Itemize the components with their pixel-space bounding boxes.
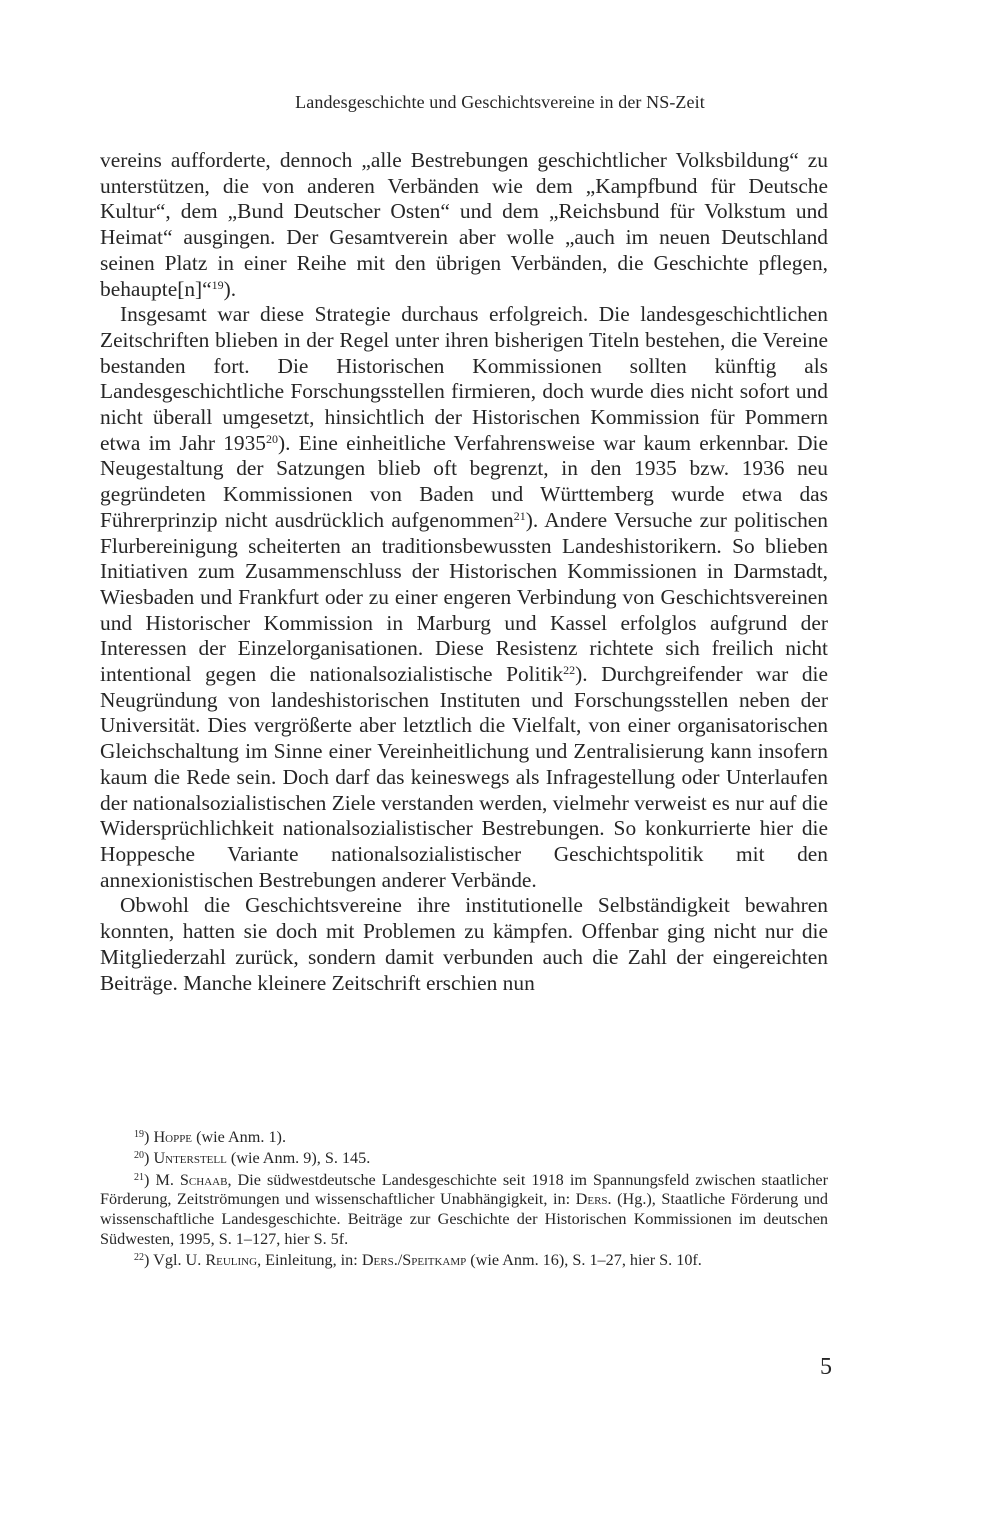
footnote-ref-20: 20 xyxy=(266,431,278,446)
footnote-author: Hoppe xyxy=(153,1128,193,1146)
footnote-ref-21: 21 xyxy=(513,508,526,523)
footnote-22 xyxy=(100,1251,828,1271)
footnote-ref-22: 22 xyxy=(563,663,576,678)
footnotes xyxy=(100,1128,828,1273)
paragraph xyxy=(100,302,828,893)
text-run: ). Eine einheitliche Verfahrensweise war kaum erkennbar. Die Neugestaltung der Satzungen blieb oft begrenzt, in den 1935 bzw. 1936 neu gegründeten Kommissionen von Baden und Württemberg wurde etwa das Führerprinzip nicht ausdrücklich aufgenommen xyxy=(100,430,828,532)
footnote-author: Schaab xyxy=(179,1170,228,1189)
footnote-text: (wie Anm. 9), S. 145. xyxy=(226,1149,371,1168)
text-run: Insgesamt war diese Strategie durchaus erfolgreich. Die landesgeschichtlichen Zeitschriften blieben in der Regel unter ihren bisherigen Titeln bestehen, die Vereine bestanden fort. Die Historischen Kommissionen sollten künftig als Landesgeschichtliche Forschungsstellen firmieren, doch wurde dies nicht sofort und nicht überall umgesetzt, hinsichtlich der Historischen Kommission für Pommern etwa im Jahr 1935 xyxy=(100,302,828,455)
paragraph-continued xyxy=(100,148,828,302)
footnote-number: $^{21}$) xyxy=(134,1170,150,1189)
footnote-text: , Die südwestdeutsche Landesgeschichte seit 1918 im Spannungsfeld zwischen staatlicher Förderung, Zeitströmungen und wissenschaftlicher Unabhängigkeit, in: xyxy=(100,1170,828,1209)
footnote-author: Ders./Speitkamp xyxy=(361,1251,467,1270)
footnote-19 xyxy=(100,1128,828,1148)
footnote-ref-19: 19 xyxy=(211,277,224,292)
footnote-21 xyxy=(100,1171,828,1250)
footnote-author: Reuling xyxy=(205,1251,258,1270)
text-run: ). Durchgreifender war die Neugründung von landeshistorischen Instituten und Forschungsstellen neben der Universität. Dies vergrößerte aber letztlich die Vielfalt, von einer organisatorischen Gleichschaltung im Sinne einer Vereinheitlichung und Zentralisierung kann insofern kaum die Rede sein. Doch darf das keineswegs als Infragestellung oder Unterlaufen der nationalsozialistischen Ziele verstanden werden, vielmehr verweist es nur auf die Widersprüchlichkeit nationalsozialistischer Bestrebungen. So konkurrierte hier die Hoppesche Variante nationalsozialistischer Geschichtspolitik mit den annexionistischen Bestrebungen anderer Verbände. xyxy=(100,662,828,892)
running-head: Landesgeschichte und Geschichtsvereine in der NS-Zeit xyxy=(295,92,705,112)
footnote-text: (wie Anm. 16), S. 1–27, hier S. 10f. xyxy=(466,1251,702,1270)
page-number: 5 xyxy=(820,1354,832,1380)
footnote-text: M. xyxy=(155,1170,180,1189)
text-run: vereins aufforderte, dennoch „alle Bestrebungen geschichtlicher Volksbildung“ zu unterstützen, die von anderen Verbänden wie dem „Kampfbund für Deutsche Kultur“, dem „Bund Deutscher Osten“ und dem „Reichsbund für Volkstum und Heimat“ ausgingen. Der Gesamtverein aber wolle „auch im neuen Deutschland seinen Platz in einer Reihe mit den übrigen Verbänden, die Geschichte pflegen, behaupte[n]“ xyxy=(100,148,828,301)
text-run: ). xyxy=(223,276,237,301)
footnote-author: Unterstell xyxy=(153,1149,227,1168)
footnote-text: (Hg.), Staatliche Förderung und wissenschaftliche Landesgeschichte. Beiträge zur Geschichte der Historischen Kommissionen im deutschen Südwesten, 1995, S. 1–127, hier S. 5f. xyxy=(100,1190,829,1248)
footnote-number: $^{22}$) xyxy=(134,1251,150,1270)
footnote-text: , Einleitung, in: xyxy=(257,1251,362,1270)
footnote-number: $^{20}$) xyxy=(134,1149,150,1168)
footnote-20 xyxy=(100,1149,828,1169)
paragraph: Obwohl die Geschichtsvereine ihre institutionelle Selbständigkeit bewahren konnten, hatten sie doch mit Problemen zu kämpfen. Offenbar ging nicht nur die Mitgliederzahl zurück, sondern damit verbunden auch die Zahl der eingereichten Beiträge. Manche kleinere Zeitschrift erschien nun xyxy=(100,893,828,995)
footnote-number: $^{19}$) xyxy=(134,1128,150,1146)
footnote-text: (wie Anm. 1). xyxy=(192,1128,286,1146)
main-text xyxy=(100,148,828,996)
footnote-author: Ders. xyxy=(575,1190,612,1209)
footnote-text: Vgl. U. xyxy=(153,1251,206,1270)
text-run: ). Andere Versuche zur politischen Flurbereinigung scheiterten an traditionsbewussten Landeshistorikern. So blieben Initiativen zum Zusammenschluss der Historischen Kommissionen in Darmstadt, Wiesbaden und Frankfurt oder zu einer engeren Verbindung von Geschichtsvereinen und Historischer Kommission in Marburg und Kassel erfolglos aufgrund der Interessen der Einzelorganisationen. Diese Resistenz richtete sich freilich nicht intentional gegen die nationalsozialistische Politik xyxy=(100,507,828,687)
